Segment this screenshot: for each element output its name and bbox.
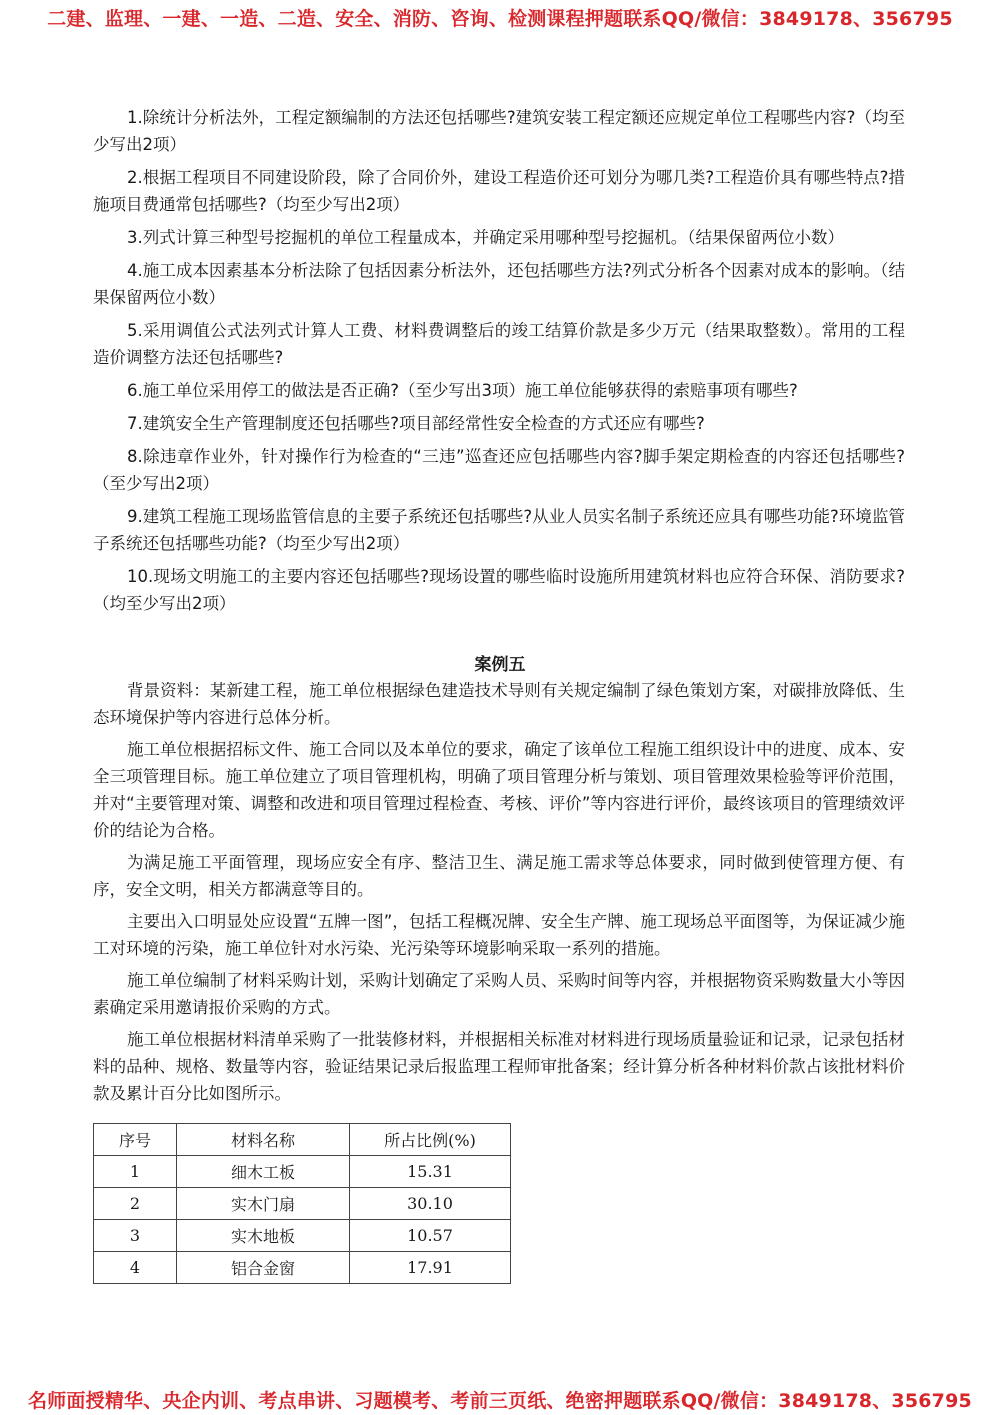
question-5: 5.采用调值公式法列式计算人工费、材料费调整后的竣工结算价款是多少万元（结果取整数）。常用的工程造价调整方法还包括哪些? [93, 321, 905, 367]
table-row [94, 1252, 511, 1284]
cell-index: 1 [94, 1156, 177, 1188]
table-row [94, 1156, 511, 1188]
question-1: 1.除统计分析法外，工程定额编制的方法还包括哪些?建筑安装工程定额还应规定单位工程哪些内容?（均至少写出2项） [93, 108, 905, 154]
case-paragraph: 背景资料：某新建工程，施工单位根据绿色建造技术导则有关规定编制了绿色策划方案，对碳排放降低、生态环境保护等内容进行总体分析。 [93, 681, 905, 727]
header-index: 序号 [94, 1124, 177, 1156]
table-row [94, 1188, 511, 1220]
case-paragraph: 施工单位根据材料清单采购了一批装修材料，并根据相关标准对材料进行现场质量验证和记录，记录包括材料的品种、规格、数量等内容，验证结果记录后报监理工程师审批备案；经计算分析各种材料价款占该批材料价款及累计百分比如图所示。 [93, 1030, 905, 1103]
question-4: 4.施工成本因素基本分析法除了包括因素分析法外，还包括哪些方法?列式分析各个因素对成本的影响。（结果保留两位小数） [93, 261, 905, 307]
question-9: 9.建筑工程施工现场监管信息的主要子系统还包括哪些?从业人员实名制子系统还应具有哪些功能?环境监管子系统还包括哪些功能?（均至少写出2项） [93, 507, 905, 553]
materials-table [93, 1123, 511, 1284]
cell-index: 3 [94, 1220, 177, 1252]
case-paragraph: 施工单位编制了材料采购计划，采购计划确定了采购人员、采购时间等内容，并根据物资采购数量大小等因素确定采用邀请报价采购的方式。 [93, 971, 905, 1017]
question-list [93, 104, 905, 623]
case-paragraph: 施工单位根据招标文件、施工合同以及本单位的要求，确定了该单位工程施工组织设计中的进度、成本、安全三项管理目标。施工单位建立了项目管理机构，明确了项目管理分析与策划、项目管理效果检验等评价范围，并对“主要管理对策、调整和改进和项目管理过程检查、考核、评价”等内容进行评价，最终该项目的管理绩效评价的结论为合格。 [93, 740, 905, 840]
cell-index: 2 [94, 1188, 177, 1220]
header-material: 材料名称 [177, 1124, 350, 1156]
case-body [93, 677, 905, 1112]
bottom-banner: 名师面授精华、央企内训、考点串讲、习题模考、考前三页纸、绝密押题联系QQ/微信：3849178、356795 [28, 1390, 972, 1412]
question-2: 2.根据工程项目不同建设阶段，除了合同价外，建设工程造价还可划分为哪几类?工程造价具有哪些特点?措施项目费通常包括哪些?（均至少写出2项） [93, 168, 905, 214]
top-banner: 二建、监理、一建、一造、二造、安全、消防、咨询、检测课程押题联系QQ/微信：3849178、356795 [47, 8, 953, 30]
cell-ratio: 30.10 [350, 1188, 511, 1220]
cell-ratio: 10.57 [350, 1220, 511, 1252]
cell-index: 4 [94, 1252, 177, 1284]
question-3: 3.列式计算三种型号挖掘机的单位工程量成本，并确定采用哪种型号挖掘机。（结果保留两位小数） [127, 228, 844, 247]
question-7: 7.建筑安全生产管理制度还包括哪些?项目部经常性安全检查的方式还应有哪些? [127, 414, 705, 433]
case-paragraph: 为满足施工平面管理，现场应安全有序、整洁卫生、满足施工需求等总体要求，同时做到使管理方便、有序，安全文明，相关方都满意等目的。 [93, 853, 905, 899]
cell-material: 实木地板 [177, 1220, 350, 1252]
question-8: 8.除违章作业外，针对操作行为检查的“三违”巡查还应包括哪些内容?脚手架定期检查的内容还包括哪些?（至少写出2项） [93, 447, 905, 493]
case-paragraph: 主要出入口明显处应设置“五牌一图”，包括工程概况牌、安全生产牌、施工现场总平面图等，为保证减少施工对环境的污染，施工单位针对水污染、光污染等环境影响采取一系列的措施。 [93, 912, 905, 958]
cell-material: 铝合金窗 [177, 1252, 350, 1284]
header-ratio: 所占比例(%) [350, 1124, 511, 1156]
table-header-row [94, 1124, 511, 1156]
case-title: 案例五 [474, 655, 526, 675]
question-10: 10.现场文明施工的主要内容还包括哪些?现场设置的哪些临时设施所用建筑材料也应符合环保、消防要求?（均至少写出2项） [93, 567, 905, 613]
table-row [94, 1220, 511, 1252]
cell-ratio: 15.31 [350, 1156, 511, 1188]
cell-material: 实木门扇 [177, 1188, 350, 1220]
cell-material: 细木工板 [177, 1156, 350, 1188]
cell-ratio: 17.91 [350, 1252, 511, 1284]
question-6: 6.施工单位采用停工的做法是否正确?（至少写出3项）施工单位能够获得的索赔事项有哪些? [127, 381, 798, 400]
